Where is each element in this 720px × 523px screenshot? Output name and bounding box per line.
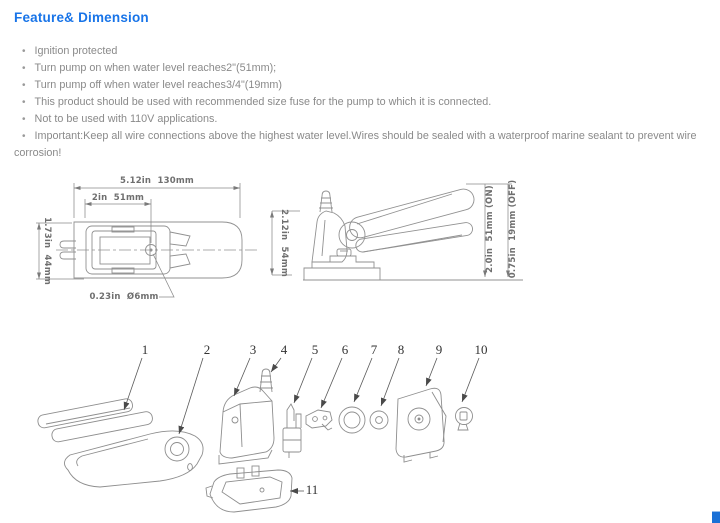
dim-off-level-label: 0.75in 19mm (OFF) <box>508 179 518 279</box>
part-6-terminal-bracket <box>306 410 332 430</box>
scrollbar-thumb[interactable] <box>712 511 720 523</box>
dim-body-width-label: 2in 51mm <box>91 193 145 203</box>
part-number-9: 9 <box>435 342 443 357</box>
feature-text: Not to be used with 110V applications. <box>34 113 218 125</box>
feature-text: Important:Keep all wire connections above the highest water level.Wires should be sealed with a waterproof marine sealant to prevent wire corrosion! <box>14 130 697 159</box>
part-number-8: 8 <box>397 342 405 357</box>
part-2-float-lever <box>64 431 203 487</box>
page-title: Feature& Dimension <box>14 10 149 25</box>
part-leader-lines <box>124 358 479 491</box>
part-10-cap <box>456 408 473 431</box>
part-4-nozzle <box>259 369 273 392</box>
part-1-float-plates <box>37 398 154 443</box>
part-number-10: 10 <box>474 342 488 357</box>
part-number-6: 6 <box>341 342 349 357</box>
exploded-parts-drawing <box>37 369 473 512</box>
side-view-dimension-lines <box>272 184 512 277</box>
part-9-back-cover <box>396 388 446 462</box>
dim-overall-width-label: 5.12in 130mm <box>120 176 194 186</box>
feature-text: Turn pump off when water level reaches3/4"(19mm) <box>34 79 282 91</box>
part-11-base-plate <box>206 466 292 512</box>
part-number-5: 5 <box>311 342 319 357</box>
part-number-1: 1 <box>141 342 149 357</box>
part-3-housing <box>219 387 274 464</box>
feature-text: This product should be used with recommended size fuse for the pump to which it is connected. <box>34 96 492 108</box>
part-8-washer <box>370 411 388 429</box>
feature-text: Turn pump on when water level reaches2"(51mm); <box>34 62 277 74</box>
part-7-seal-ring <box>339 407 365 433</box>
dim-side-height-label: 2.12in 54mm <box>279 209 289 277</box>
dim-hole-diameter-label: 0.23in Ø6mm <box>89 292 159 302</box>
part-number-7: 7 <box>370 342 378 357</box>
part-number-2: 2 <box>203 342 211 357</box>
dim-on-level-label: 2.0in 51mm (ON) <box>485 185 495 273</box>
feature-text: Ignition protected <box>34 45 118 57</box>
part-number-11: 11 <box>305 482 319 497</box>
dim-body-height-label: 1.73in 44mm <box>42 217 52 285</box>
part-number-4: 4 <box>280 342 288 357</box>
part-number-3: 3 <box>249 342 257 357</box>
part-5-switch-contact <box>283 404 301 458</box>
top-view-drawing <box>56 222 258 278</box>
